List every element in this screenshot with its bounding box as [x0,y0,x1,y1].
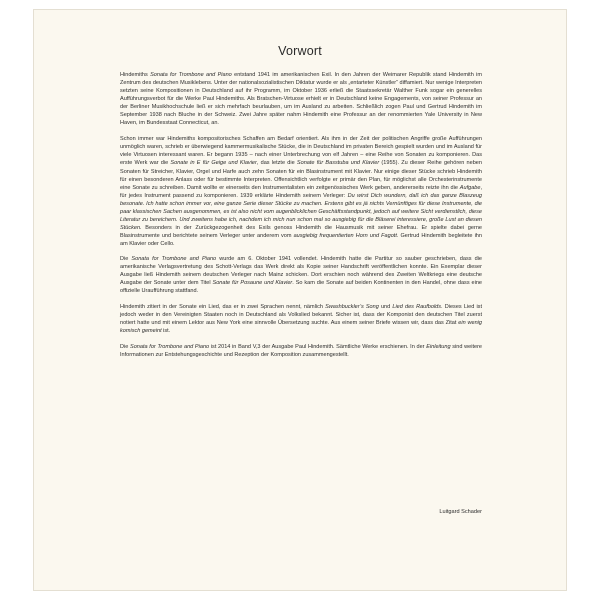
text-run: (1955). Zu dieser Reihe gehören neben Sonaten für Streicher, Klavier, Orgel und Harfe auch zehn Sonaten für ein Blasinstrument mit Klavier. Nur einige dieser Stücke schrieb Hindemith für einen besonderen Anlass oder für bestimmte Interpreten. Offensichtlich verfolgte er primär den Plan, für möglichst alle Orchesterinstrumente eine Sonate zu schreiben. Damit wollte er einerseits den Instrumentalisten ein zeitgenössisches Werk geben, andererseits reizte ihn die [120,160,482,191]
italic-run: Du wirst Dich wundern, daß ich das ganze Blaszeug besonate. Ich hatte schon immer vor, eine ganze Serie dieser Stücke zu machen. Erstens gibt es jä nichts Vernünftiges für diese Instrumente, die paar klassischen Sachen ausgenommen, es ist also nicht vom augenblicklichen Geschäftsstandpunkt, jedoch auf weitere Sicht verdienstlich, diese Literatur zu bereichern. Und zweitens habe ich, nachdem ich mich nun schon mal so ausgiebig für die Bläserei interessiere, große Lust an diesen Stücken. [120,192,482,231]
paragraph-3 [120,255,482,295]
italic-run: ein wenig komisch gemeint [120,320,482,335]
italic-run: Sonate für Posaune und Klavier [212,280,293,287]
text-run: . Gertrud Hindemith begleitete ihn am Klavier oder Cello. [120,232,482,247]
italic-run: Sonata for Trombone and Piano [130,344,210,351]
text-run: wurde am 6. Oktober 1941 vollendet. Hindemith hatte die Partitur so sauber geschrieben, dass die amerikanische Verlagsvertretung des Schott-Verlags das Werk direkt als Kopie seiner Handschrift veröffentlichen konnte. Ein Exemplar dieser Ausgabe ließ Hindemith seinem deutschen Verleger nach Mainz schicken. Dort erschien noch während des Zweiten Weltkriegs eine deutsche Ausgabe der Sonate unter dem Titel [120,255,482,287]
italic-run: Sonata for Trombone and Piano [131,255,217,262]
text-run: . Dieses Lied ist jedoch weder in den Vereinigten Staaten noch in Deutschland als Volkslied bekannt. Sicher ist, dass der Komponist den deutschen Titel zuerst notiert hatte und mit einem Lektor aus New York eine sinnvolle Übersetzung suchte. Aus einem seiner Briefe wissen wir, dass das Zitat [120,304,482,327]
text-run: und [378,304,393,311]
italic-run: Sonate für Basstuba und Klavier [296,160,380,167]
text-run: , für jedes Instrument passend zu komponieren. 1939 erklärte Hindemith seinem Verleger: [120,184,482,199]
text-run: Die [120,344,131,351]
text-run: Hindemiths [120,72,151,78]
author-signature: Luitgard Schader [439,509,482,515]
text-run: Besonders in der Zurückgezogenheit des Exils genoss Hindemith die Hausmusik mit seiner Ehefrau. Er spielte dabei gerne Blasinstrumente und berichtete seinem Verleger unter anderem vom [120,224,482,239]
text-run: . So kam die Sonate auf beiden Kontinenten in den Handel, ohne dass eine offizielle Uraufführung stattfand. [120,280,482,295]
italic-run: Einleitung [426,344,451,351]
page-title: Vorwort [278,44,322,58]
text-run: Schon immer war Hindemiths kompositorisches Schaffen am Bedarf orientiert. Als ihm in der Zeit der politischen Angriffe große Aufführungen unmöglich waren, schrieb er überwiegend kammermusikalische Stücke, die in Deutschland im privaten Bereich gespielt wurden und im Ausland für viele Virtuosen interessant waren. Er begann 1935 – nach einer Unterbrechung von elf Jahren – eine Reihe von Sonaten zu komponieren. Das erste Werk war die [120,136,482,167]
paragraph-4 [120,303,482,335]
italic-run: ausgiebig frequentierten Horn und Fagott [293,232,397,239]
text-run: ist. [161,328,171,335]
paragraph-2 [120,135,482,248]
italic-run: Swashbuckler’s Song [325,304,379,311]
italic-run: Sonata for Trombone and Piano [150,72,232,78]
paragraph-5 [120,343,482,359]
paragraph-1 [120,71,482,127]
text-run: , das letzte die [256,160,297,167]
text-run: sind weitere Informationen zur Entstehungsgeschichte und Rezeption der Komposition zusammengestellt. [120,344,483,359]
italic-run: Lied des Raufbolds [392,304,442,311]
page-sheet [33,9,567,591]
italic-run: Sonate in E für Geige und Klavier [170,160,257,167]
text-run: Die [120,255,132,262]
text-run: entstand 1941 im amerikanischen Exil. In den Jahren der Weimarer Republik stand Hindemith im Zentrum des deutschen Musiklebens. Unter der nationalsozialistischen Diktatur wurde er als „entarteter Künstler“ diffamiert. Nur wenige Interpreten setzten seine Kompositionen in Deutschland auf ihr Programm, im Oktober 1936 erließ die Staatssekretär Walther Funk sogar ein generelles Aufführungsverbot für die Werke Paul Hindemiths. Als Bratschen-Virtuose erhielt er in Deutschland keine Engagements, von seiner Professur an der Berliner Musikhochschule ließ er sich mehrfach beurlauben, um im Ausland zu arbeiten. Schließlich zogen Paul und Gertrud Hindemith im September 1938 nach Bluche in der Schweiz. Zwei Jahre später nahm Hindemith eine Professur an der renommierten Yale University in New Haven, im Bundesstaat Connecticut, an. [120,72,482,127]
body-text [120,71,482,368]
italic-run: Aufgabe [459,184,481,191]
text-run: ist 2014 in Band V,3 der Ausgabe Paul Hindemith. Sämtliche Werke erschienen. In der [209,344,427,351]
text-run: Hindemith zitiert in der Sonate ein Lied, das er in zwei Sprachen nennt, nämlich [120,304,326,311]
